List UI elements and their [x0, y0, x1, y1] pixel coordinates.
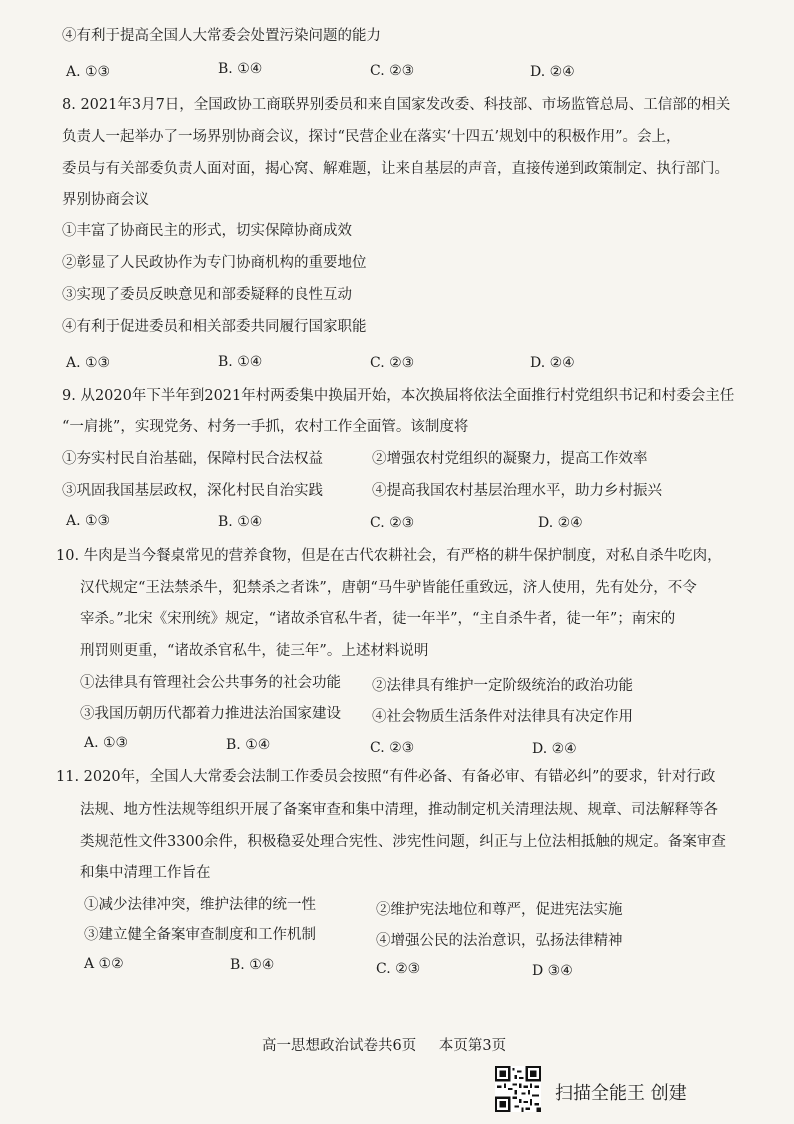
- q8-option-c: C. ②③: [370, 355, 415, 371]
- q10-option-d: D. ②④: [532, 741, 577, 757]
- q10-stem-line-1: 10. 牛肉是当今餐桌常见的营养食物，但是在古代农耕社会，有严格的耕牛保护制度，对私自杀牛吃肉，: [56, 548, 722, 564]
- q11-item-2: ②维护宪法地位和尊严，促进宪法实施: [376, 902, 623, 918]
- q8-option-b: B. ①④: [218, 354, 263, 370]
- q11-option-b: B. ①④: [230, 957, 275, 973]
- q11-stem-line-1: 11. 2020年，全国人大常委会法制工作委员会按照“有件必备、有备必审、有错必纠”的要求，针对行政: [56, 769, 716, 785]
- q11-option-c: C. ②③: [376, 961, 421, 977]
- q11-stem-line-2: 法规、地方性法规等组织开展了备案审查和集中清理，推动制定机关清理法规、规章、司法解释等各: [80, 802, 718, 818]
- q10-option-a: A. ①③: [84, 735, 129, 751]
- q10-item-4: ④社会物质生活条件对法律具有决定作用: [372, 709, 633, 725]
- q8-item-1: ①丰富了协商民主的形式，切实保障协商成效: [62, 223, 352, 239]
- q9-item-2: ②增强农村党组织的凝聚力，提高工作效率: [372, 451, 648, 467]
- scanner-watermark: 扫描全能王 创建: [555, 1083, 687, 1104]
- page-footer: [262, 1034, 524, 1055]
- q9-option-a: A. ①③: [66, 513, 111, 529]
- q7-item-4: ④有利于提高全国人大常委会处置污染问题的能力: [62, 28, 381, 44]
- q10-option-c: C. ②③: [370, 740, 415, 756]
- q8-stem-line-1: 8. 2021年3月7日，全国政协工商联界别委员和来自国家发改委、科技部、市场监管总局、工信部的相关: [62, 97, 731, 113]
- q8-option-d: D. ②④: [530, 355, 575, 371]
- q8-stem-line-2: 负责人一起举办了一场界别协商会议，探讨“民营企业在落实‘十四五’规划中的积极作用”。会上，: [62, 129, 681, 145]
- q9-item-4: ④提高我国农村基层治理水平，助力乡村振兴: [372, 483, 662, 499]
- q8-stem-line-4: 界别协商会议: [62, 192, 149, 208]
- q11-option-a: A ①②: [84, 956, 124, 972]
- q10-option-b: B. ①④: [226, 737, 271, 753]
- q10-stem-line-2: 汉代规定“王法禁杀牛，犯禁杀之者诛”，唐朝“马牛驴皆能任重致远，济人使用，先有处分，不令: [80, 580, 697, 596]
- q7-option-c: C. ②③: [370, 63, 415, 79]
- q9-stem-line-1: 9. 从2020年下半年到2021年村两委集中换届开始，本次换届将依法全面推行村党组织书记和村委会主任: [62, 388, 735, 404]
- q9-option-d: D. ②④: [538, 515, 583, 531]
- q11-stem-line-4: 和集中清理工作旨在: [80, 865, 211, 881]
- q10-item-1: ①法律具有管理社会公共事务的社会功能: [80, 675, 341, 691]
- q9-stem-line-2: “一肩挑”，实现党务、村务一手抓，农村工作全面管。该制度将: [62, 419, 469, 435]
- qr-code-icon: [495, 1066, 541, 1112]
- q8-item-2: ②彰显了人民政协作为专门协商机构的重要地位: [62, 255, 367, 271]
- q11-item-1: ①减少法律冲突，维护法律的统一性: [84, 897, 316, 913]
- q8-option-a: A. ①③: [66, 355, 111, 371]
- q11-item-3: ③建立健全备案审查制度和工作机制: [84, 927, 316, 943]
- q7-option-d: D. ②④: [530, 64, 575, 80]
- q10-item-3: ③我国历朝历代都着力推进法治国家建设: [80, 706, 341, 722]
- footer-page-number: 本页第3页: [438, 1038, 507, 1054]
- q8-item-4: ④有利于促进委员和相关部委共同履行国家职能: [62, 319, 367, 335]
- q7-option-a: A. ①③: [66, 64, 111, 80]
- q9-option-b: B. ①④: [218, 514, 263, 530]
- q8-item-3: ③实现了委员反映意见和部委疑释的良性互动: [62, 287, 352, 303]
- q9-item-3: ③巩固我国基层政权，深化村民自治实践: [62, 483, 323, 499]
- q10-item-2: ②法律具有维护一定阶级统治的政治功能: [372, 678, 633, 694]
- q8-stem-line-3: 委员与有关部委负责人面对面，揭心窝、解难题，让来自基层的声音，直接传递到政策制定、执行部门。: [62, 161, 729, 177]
- q9-option-c: C. ②③: [370, 515, 415, 531]
- q11-item-4: ④增强公民的法治意识，弘扬法律精神: [376, 933, 623, 949]
- q10-stem-line-4: 刑罚则更重，“诸故杀官私牛，徒三年”。上述材料说明: [80, 643, 429, 659]
- q9-item-1: ①夯实村民自治基础，保障村民合法权益: [62, 451, 323, 467]
- q11-stem-line-3: 类规范性文件3300余件，积极稳妥处理合宪性、涉宪性问题，纠正与上位法相抵触的规定。备案审查: [80, 834, 726, 850]
- q10-stem-line-3: 宰杀。”北宋《宋刑统》规定，“诸故杀官私牛者，徒一年半”，“主自杀牛者，徒一年”；南宋的: [80, 611, 676, 627]
- q7-option-b: B. ①④: [218, 61, 263, 77]
- q11-option-d: D ③④: [532, 963, 573, 979]
- footer-exam-title: 高一思想政治试卷共6页: [262, 1038, 417, 1054]
